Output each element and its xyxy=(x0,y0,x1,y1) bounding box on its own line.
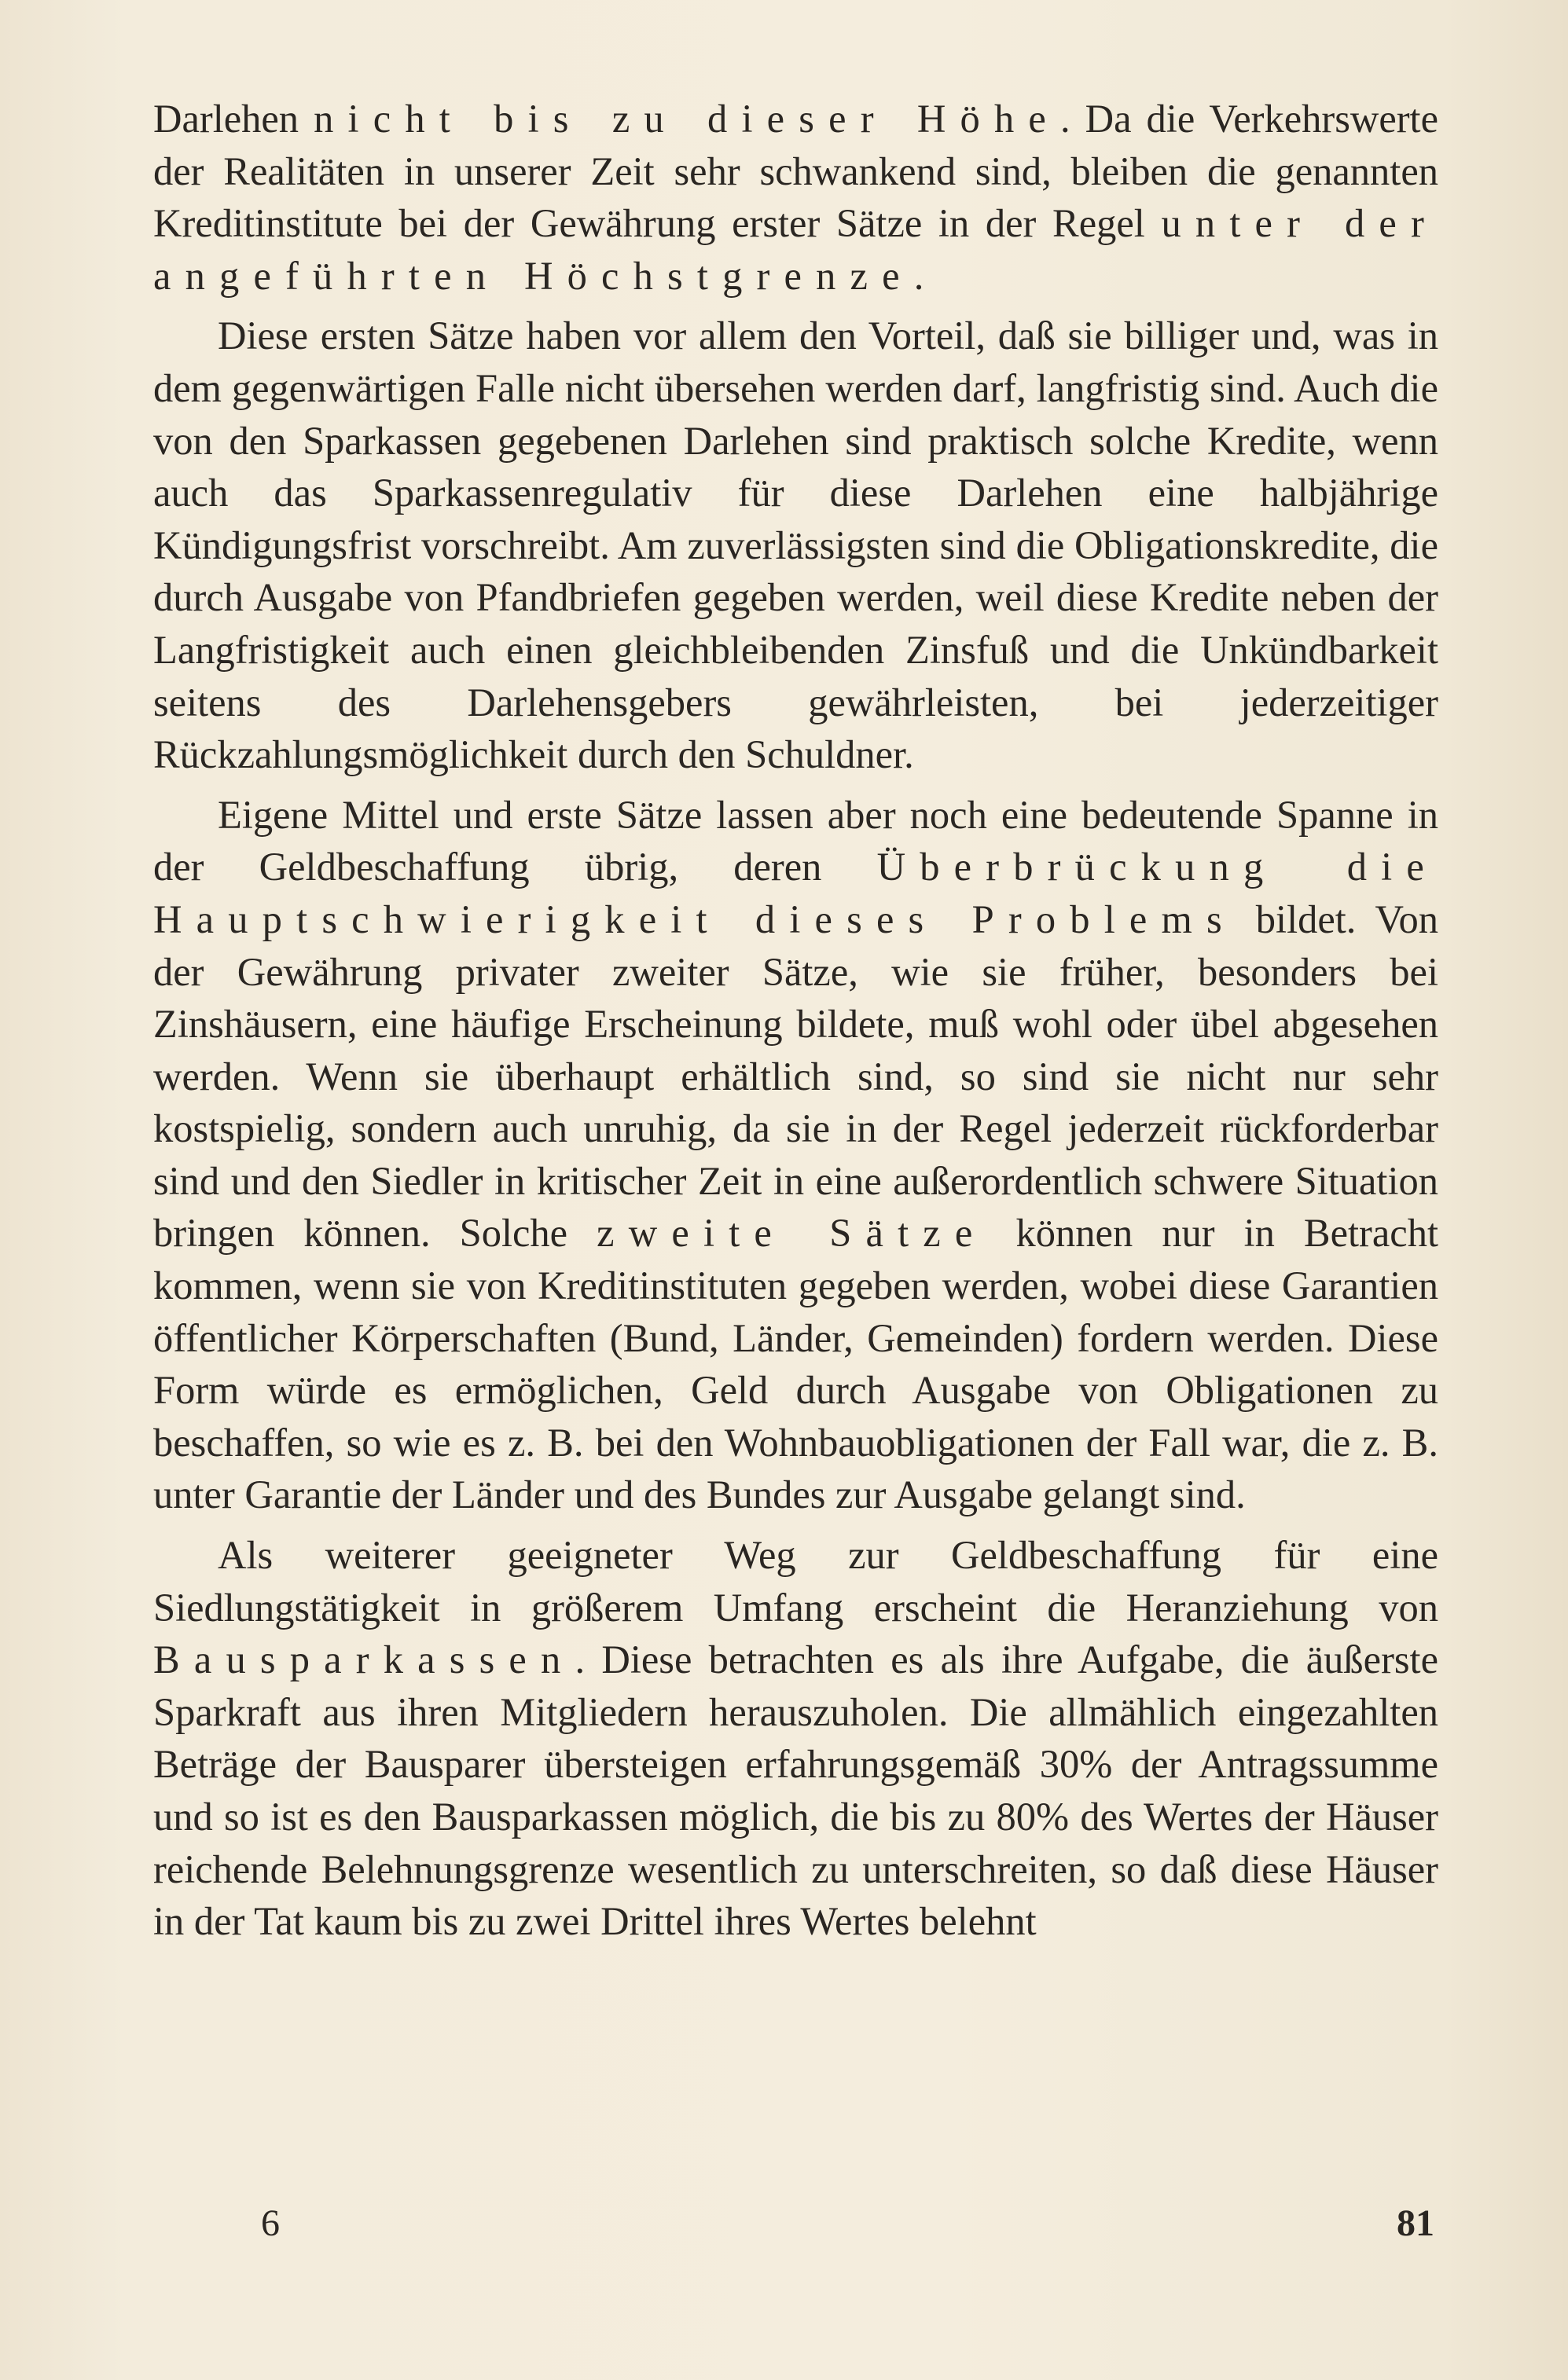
text-run: können nur in Betracht kommen, wenn sie von Kreditinstituten gegeben werden, wobei diese Garantien öffentlicher Körperschaften (Bund, Länder, Gemeinden) fordern werden. Diese Form würde es ermöglichen, Geld durch Ausgabe von Obligationen zu beschaffen, so wie es z. B. bei den Wohnbauobligationen der Fall war, die z. B. unter Garantie der Länder und des Bundes zur Ausgabe gelangt sind. xyxy=(153,1211,1438,1517)
spaced-emphasis: zweite Sätze xyxy=(597,1211,987,1256)
text-run: Diese ersten Sätze haben vor allem den Vorteil, daß sie billiger und, was in dem gegenwärtigen Falle nicht übersehen werden darf, langfristig sind. Auch die von den Sparkassen gegebenen Darlehen sind praktisch solche Kredite, wenn auch das Sparkassenregulativ für diese Darlehen eine halbjährige Kündigungsfrist vorschreibt. Am zuverlässigsten sind die Obligationskredite, die durch Ausgabe von Pfandbriefen gegeben werden, weil diese Kredite neben der Langfristigkeit auch einen gleichbleibenden Zinsfuß und die Unkündbarkeit seitens des Darlehensgebers gewährleisten, bei jederzeitiger Rückzahlungsmöglichkeit durch den Schuldner. xyxy=(153,314,1438,777)
text-run: . xyxy=(913,253,924,298)
body-text xyxy=(153,93,1438,1948)
spaced-emphasis: Bausparkassen xyxy=(153,1637,575,1682)
text-run: Eigene Mittel und erste Sätze lassen aber noch eine bedeutende Spanne in der Geldbeschaffung übrig, deren xyxy=(153,792,1438,889)
paragraph-1 xyxy=(153,93,1438,302)
text-run: bildet. Von der Gewährung privater zweiter Sätze, wie sie früher, besonders bei Zinshäusern, eine häufige Erscheinung bildete, muß wohl oder übel abgesehen werden. Wenn sie überhaupt erhältlich sind, so sind sie nicht nur sehr kostspielig, sondern auch unruhig, da sie in der Regel jederzeit rückforderbar sind und den Siedler in kritischer Zeit in eine außerordentlich schwere Situation bringen können. Solche xyxy=(153,897,1438,1256)
spaced-emphasis: nicht bis zu dieser Höhe xyxy=(314,97,1061,141)
text-run: Darlehen xyxy=(153,97,314,141)
text-run: Als weiterer geeigneter Weg zur Geldbeschaffung für eine Siedlungstätigkeit in größerem Umfang erscheint die Heranziehung von xyxy=(153,1533,1438,1630)
text-run: . Da die Verkehrswerte der Realitäten in unserer Zeit sehr schwankend sind, bleiben die genannten Kreditinstitute bei der Gewährung erster Sätze in der Regel xyxy=(153,97,1438,246)
sheet-signature: 6 xyxy=(261,2202,280,2244)
page-number: 81 xyxy=(1397,2202,1434,2244)
spaced-emphasis: Überbrückung die Hauptschwierigkeit dieses Problems xyxy=(153,845,1438,941)
paragraph-2 xyxy=(153,310,1438,780)
paragraph-3 xyxy=(153,789,1438,1521)
spaced-emphasis: unter der angeführten Höchstgrenze xyxy=(153,201,1438,298)
paragraph-4 xyxy=(153,1529,1438,1948)
text-run: . Diese betrachten es als ihre Aufgabe, die äußerste Sparkraft aus ihren Mitgliedern herauszuholen. Die allmählich eingezahlten Beträge der Bausparer übersteigen erfahrungsgemäß 30% der Antragssumme und so ist es den Bausparkassen möglich, die bis zu 80% des Wertes der Häuser reichende Belehnungsgrenze wesentlich zu unterschreiten, so daß diese Häuser in der Tat kaum bis zu zwei Drittel ihres Wertes belehnt xyxy=(153,1637,1438,1944)
